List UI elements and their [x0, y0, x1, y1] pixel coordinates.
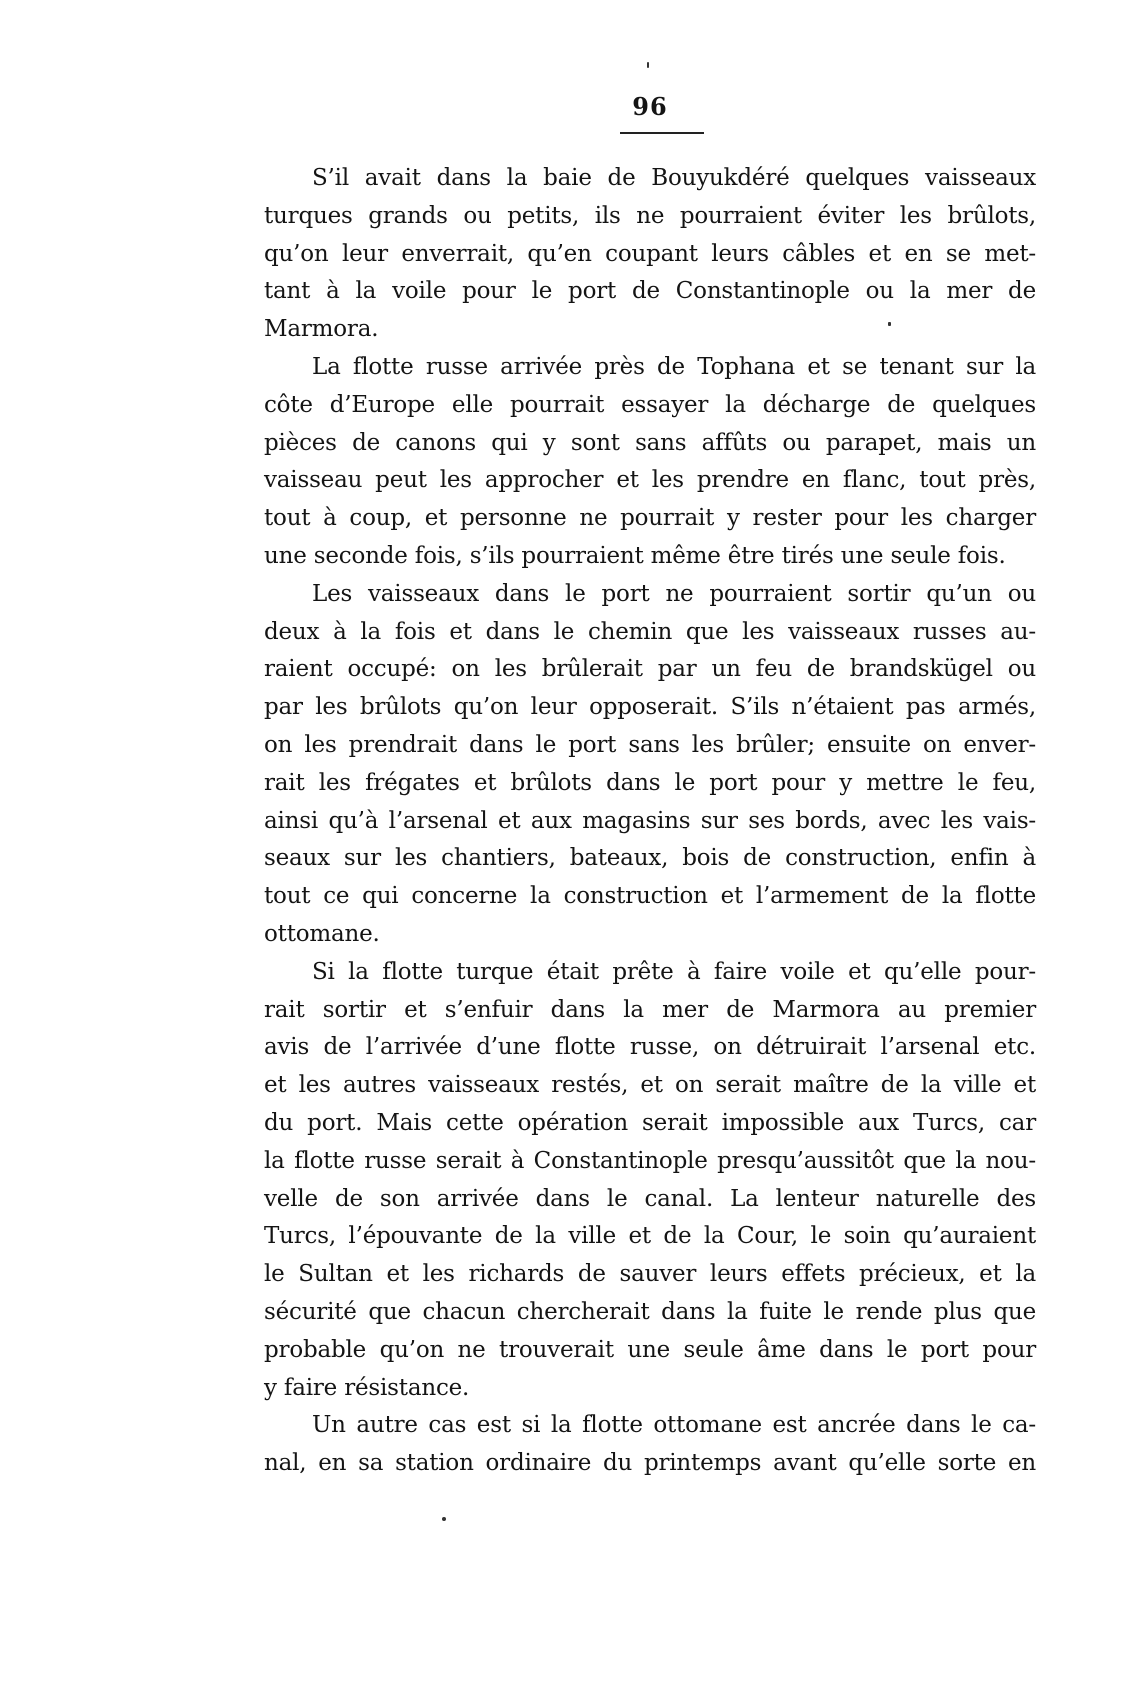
text-line: avis de l’arrivée d’une flotte russe, on détruirait l’arsenal etc.	[264, 1034, 1036, 1061]
speck-bottom	[442, 1517, 446, 1521]
text-line: rait les frégates et brûlots dans le port pour y mettre le feu,	[264, 769, 1036, 796]
text-line: pièces de canons qui y sont sans affûts ou parapet, mais un	[264, 429, 1036, 456]
text-line: côte d’Europe elle pourrait essayer la décharge de quelques	[264, 391, 1036, 418]
text-line: nal, en sa station ordinaire du printemps avant qu’elle sorte en	[264, 1450, 1036, 1477]
paragraph	[264, 160, 1036, 349]
text-line: tout ce qui concerne la construction et l’armement de la flotte	[264, 883, 1036, 910]
text-line: du port. Mais cette opération serait impossible aux Turcs, car	[264, 1109, 1036, 1136]
text-line: qu’on leur enverrait, qu’en coupant leurs câbles et en se met-	[264, 240, 1036, 267]
text-line: velle de son arrivée dans le canal. La lenteur naturelle des	[264, 1185, 1036, 1212]
text-line: on les prendrait dans le port sans les brûler; ensuite on enver-	[264, 731, 1036, 758]
text-line: Marmora.	[264, 316, 379, 343]
paragraph	[264, 1407, 1036, 1483]
body-text	[264, 160, 1036, 1483]
text-line: ainsi qu’à l’arsenal et aux magasins sur ses bords, avec les vais-	[264, 807, 1036, 834]
text-line: seaux sur les chantiers, bateaux, bois de construction, enfin à	[264, 845, 1036, 872]
text-line: raient occupé: on les brûlerait par un feu de brandskügel ou	[264, 656, 1036, 683]
paragraph	[264, 349, 1036, 576]
text-line: et les autres vaisseaux restés, et on serait maître de la ville et	[264, 1072, 1036, 1099]
text-line: rait sortir et s’enfuir dans la mer de Marmora au premier	[264, 996, 1036, 1023]
speck-top	[647, 62, 649, 68]
text-line: Si la flotte turque était prête à faire voile et qu’elle pour-	[312, 958, 1036, 985]
paragraph	[264, 954, 1036, 1408]
text-line: ottomane.	[264, 920, 380, 947]
text-line: Un autre cas est si la flotte ottomane est ancrée dans le ca-	[312, 1412, 1036, 1439]
text-line: S’il avait dans la baie de Bouyukdéré quelques vaisseaux	[312, 165, 1036, 191]
text-line: tant à la voile pour le port de Constantinople ou la mer de	[264, 278, 1036, 305]
paragraph	[264, 576, 1036, 954]
text-line: sécurité que chacun chercherait dans la fuite le rende plus que	[264, 1298, 1036, 1325]
text-line: Turcs, l’épouvante de la ville et de la Cour, le soin qu’auraient	[264, 1223, 1036, 1250]
text-line: vaisseau peut les approcher et les prendre en flanc, tout près,	[264, 467, 1036, 494]
text-line: Les vaisseaux dans le port ne pourraient sortir qu’un ou	[312, 580, 1036, 607]
text-line: le Sultan et les richards de sauver leurs effets précieux, et la	[264, 1261, 1036, 1288]
text-line: par les brûlots qu’on leur opposerait. S’ils n’étaient pas armés,	[264, 694, 1036, 721]
text-line: deux à la fois et dans le chemin que les vaisseaux russes au-	[264, 618, 1036, 645]
page-number-rule	[620, 132, 704, 134]
text-line: y faire résistance.	[264, 1374, 470, 1401]
page-number: 96	[632, 92, 668, 121]
text-line: tout à coup, et personne ne pourrait y rester pour les charger	[264, 505, 1036, 532]
text-line: probable qu’on ne trouverait une seule âme dans le port pour	[264, 1336, 1036, 1363]
text-line: la flotte russe serait à Constantinople presqu’aussitôt que la nou-	[264, 1147, 1036, 1174]
text-line: une seconde fois, s’ils pourraient même être tirés une seule fois.	[264, 542, 1006, 569]
text-line: La flotte russe arrivée près de Tophana et se tenant sur la	[312, 353, 1036, 380]
text-line: turques grands ou petits, ils ne pourraient éviter les brûlots,	[264, 202, 1036, 229]
